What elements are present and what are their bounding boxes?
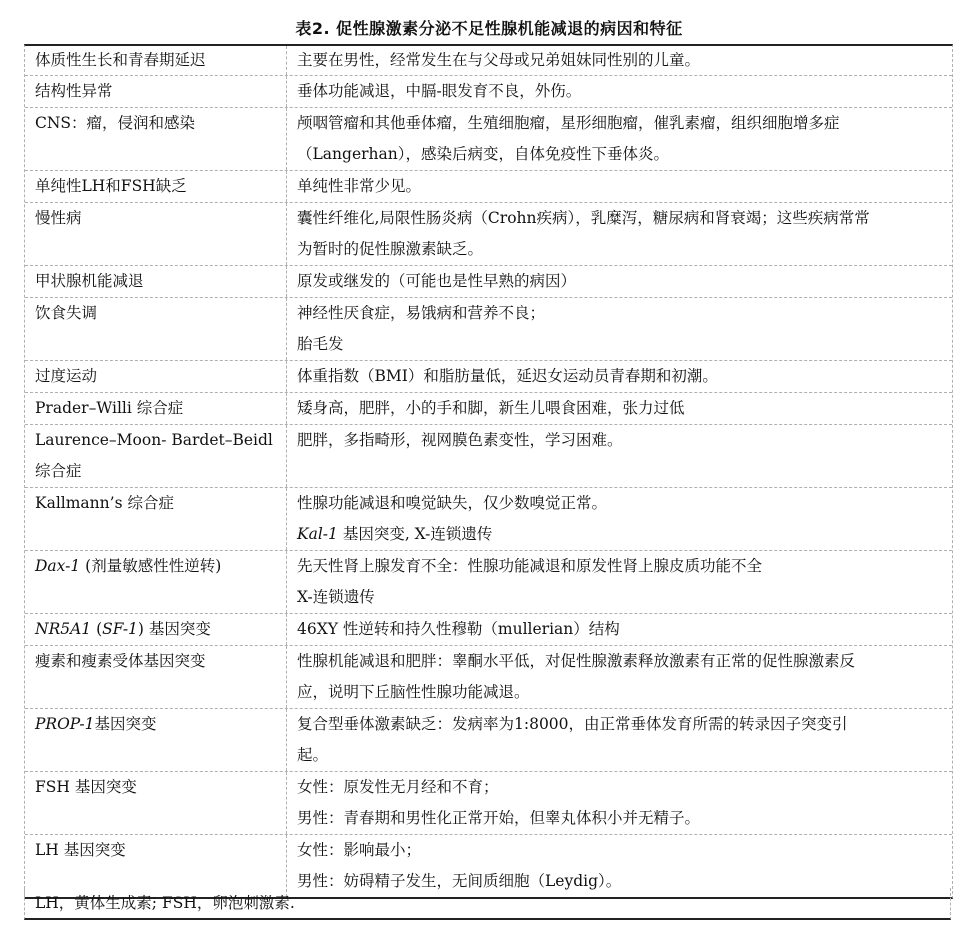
- feature-cell: 体重指数（BMI）和脂肪量低，延迟女运动员青春期和初潮。: [297, 367, 718, 385]
- table-title: 表2. 促性腺激素分泌不足性腺机能减退的病因和特征: [295, 19, 683, 38]
- table-row: [25, 393, 952, 425]
- cause-cell: Prader–Willi 综合症: [25, 393, 287, 424]
- cause-cell: Kallmann’s 综合症: [25, 488, 287, 550]
- cause-cell: 单纯性LH和FSH缺乏: [25, 171, 287, 202]
- cause-cell: 饮食失调: [25, 298, 287, 360]
- cause-cell: FSH 基因突变: [25, 772, 287, 834]
- feature-cell: 垂体功能减退，中膈-眼发育不良，外伤。: [297, 82, 582, 100]
- etiology-table: [24, 44, 953, 899]
- table-row: [25, 646, 952, 709]
- feature-cell: 囊性纤维化,局限性肠炎病（Crohn疾病），乳糜泻，糖尿病和肾衰竭；这些疾病常常 为暂时的促性腺激素缺乏。: [297, 209, 870, 258]
- table-row: [25, 772, 952, 835]
- table-row: [25, 108, 952, 171]
- feature-cell: 矮身高，肥胖，小的手和脚，新生儿喂食困难，张力过低: [297, 399, 685, 417]
- table-row: [25, 425, 952, 488]
- feature-cell: 性腺功能减退和嗅觉缺失，仅少数嗅觉正常。 Kal-1 基因突变, X-连锁遗传: [297, 494, 608, 543]
- feature-cell: 女性：影响最小； 男性：妨碍精子发生，无间质细胞（Leydig）。: [297, 841, 622, 890]
- feature-cell: 复合型垂体激素缺乏：发病率为1:8000，由正常垂体发育所需的转录因子突变引 起。: [297, 715, 848, 764]
- cause-cell: 慢性病: [25, 203, 287, 265]
- feature-cell: 原发或继发的（可能也是性早熟的病因）: [297, 272, 577, 290]
- feature-cell: 性腺机能减退和肥胖：睾酮水平低，对促性腺激素释放激素有正常的促性腺激素反 应，说明下丘脑性性腺功能减退。: [297, 652, 856, 701]
- table-row: [25, 76, 952, 108]
- feature-cell: 先天性肾上腺发育不全：性腺功能减退和原发性肾上腺皮质功能不全 X-连锁遗传: [297, 557, 763, 606]
- table-row: [25, 614, 952, 646]
- cause-cell: 甲状腺机能减退: [25, 266, 287, 297]
- table-row: [25, 298, 952, 361]
- table-row: [25, 203, 952, 266]
- feature-cell: 46XY 性逆转和持久性穆勒（mullerian）结构: [297, 620, 620, 638]
- cause-cell: Dax-1 (剂量敏感性性逆转): [25, 551, 287, 613]
- table-row: [25, 361, 952, 393]
- cause-cell: LH 基因突变: [25, 835, 287, 897]
- feature-cell: 颅咽管瘤和其他垂体瘤，生殖细胞瘤，星形细胞瘤，催乳素瘤，组织细胞增多症 （Langerhan），感染后病变，自体免疫性下垂体炎。: [297, 114, 840, 163]
- feature-cell: 单纯性非常少见。: [297, 177, 422, 195]
- cause-cell: PROP-1基因突变: [25, 709, 287, 771]
- table-row: [25, 488, 952, 551]
- cause-cell: 过度运动: [25, 361, 287, 392]
- table-row: [25, 46, 952, 76]
- cause-cell: 体质性生长和青春期延迟: [25, 46, 287, 75]
- feature-cell: 肥胖，多指畸形，视网膜色素变性，学习困难。: [297, 431, 623, 449]
- feature-cell: 女性：原发性无月经和不育； 男性：青春期和男性化正常开始，但睾丸体积小并无精子。: [297, 778, 701, 827]
- cause-cell: CNS：瘤，侵润和感染: [25, 108, 287, 170]
- cause-cell: Laurence–Moon- Bardet–Beidl 综合症: [25, 425, 287, 487]
- table-row: [25, 171, 952, 203]
- table-row: [25, 709, 952, 772]
- table-footnote: LH，黄体生成素; FSH，卵泡刺激素.: [24, 888, 951, 920]
- table-row: [25, 266, 952, 298]
- cause-cell: 结构性异常: [25, 76, 287, 107]
- cause-cell: NR5A1 (SF-1) 基因突变: [25, 614, 287, 645]
- cause-cell: 瘦素和瘦素受体基因突变: [25, 646, 287, 708]
- feature-cell: 神经性厌食症，易饿病和营养不良； 胎毛发: [297, 304, 546, 353]
- table-row: [25, 551, 952, 614]
- feature-cell: 主要在男性，经常发生在与父母或兄弟姐妹同性别的儿童。: [297, 51, 701, 69]
